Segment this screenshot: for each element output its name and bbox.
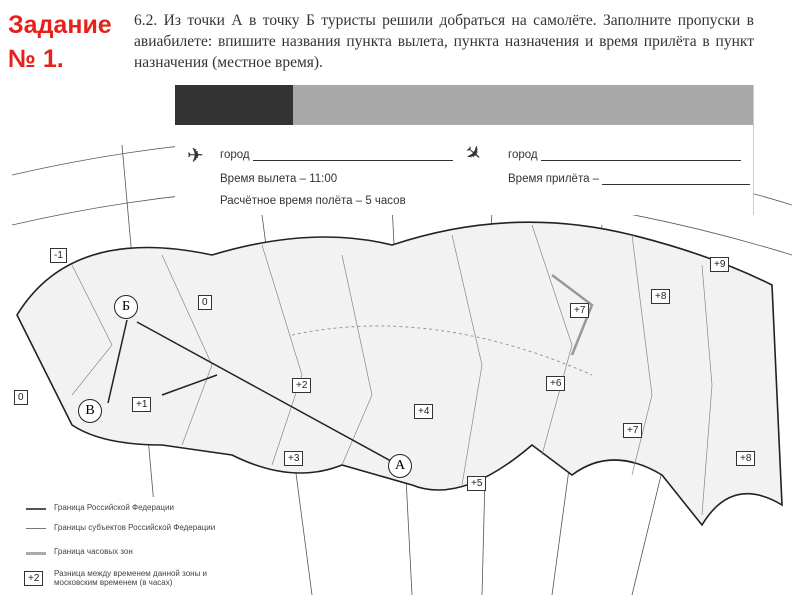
zone-label: +7 xyxy=(623,423,642,438)
plane-takeoff-icon: ✈ xyxy=(187,145,204,167)
task-text: 6.2. Из точки А в точку Б туристы решили добраться на самолёте. Заполните пропуски в авиабилете: впишите названия пункта вылета, пункта назначения и время прилёта в пункт назначения (местное время). xyxy=(134,12,754,71)
departure-city-blank[interactable] xyxy=(253,160,453,161)
legend-border-zones: Граница часовых зон xyxy=(54,547,133,556)
arrival-time-label: Время прилёта – xyxy=(508,173,600,185)
zone-label: +6 xyxy=(546,376,565,391)
zone-label: +5 xyxy=(467,476,486,491)
zone-label: +7 xyxy=(570,303,589,318)
point-v: В xyxy=(78,399,102,423)
flight-time: Расчётное время полёта – 5 часов xyxy=(220,195,406,207)
legend-zone-desc: Разница между временем данной зоны и московским временем (в часах) xyxy=(54,569,208,587)
zone-label: 0 xyxy=(14,390,28,405)
legend-zone-box: +2 xyxy=(24,571,43,586)
zone-label: +2 xyxy=(292,378,311,393)
zone-label: +3 xyxy=(284,451,303,466)
ticket-banner xyxy=(175,85,753,125)
arrival-city-blank[interactable] xyxy=(541,160,741,161)
point-b: Б xyxy=(114,295,138,319)
zone-label: +9 xyxy=(710,257,729,272)
task-title: Задание № 1. xyxy=(8,11,112,73)
departure-time: Время вылета – 11:00 xyxy=(220,173,338,185)
plane-landing-icon: ✈ xyxy=(459,140,487,168)
zone-label: +8 xyxy=(736,451,755,466)
zone-label: 0 xyxy=(198,295,212,310)
zone-label: +4 xyxy=(414,404,433,419)
air-ticket xyxy=(175,85,754,215)
departure-city-label: город xyxy=(220,149,250,161)
zone-label: +1 xyxy=(132,397,151,412)
map-legend xyxy=(14,497,229,597)
point-a: А xyxy=(388,454,412,478)
legend-border-rf: Граница Российской Федерации xyxy=(54,503,174,512)
zone-label: -1 xyxy=(50,248,67,263)
arrival-city-label: город xyxy=(508,149,538,161)
zone-label: +8 xyxy=(651,289,670,304)
arrival-time-blank[interactable] xyxy=(602,184,750,185)
legend-border-subjects: Границы субъектов Российской Федерации xyxy=(54,523,216,532)
